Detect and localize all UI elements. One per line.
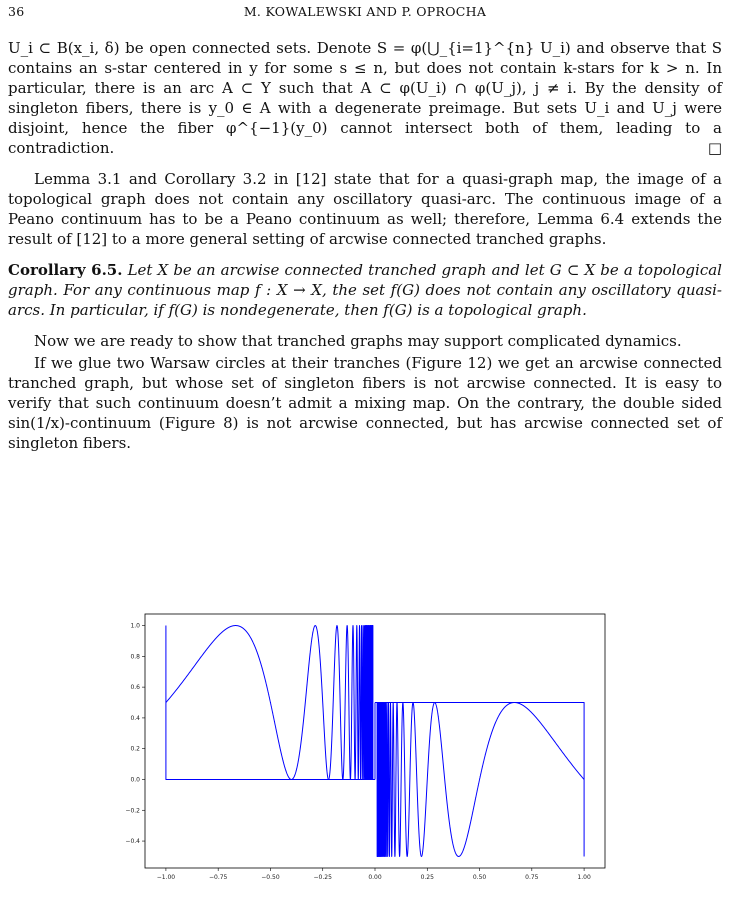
y-tick-label: 0.2: [130, 745, 140, 753]
qed-symbol: □: [707, 139, 722, 157]
y-tick-label: −0.2: [125, 807, 140, 815]
left-sine-curve: [166, 626, 373, 780]
y-tick-label: 0.8: [130, 653, 140, 661]
x-tick-label: 0.00: [368, 874, 382, 881]
remark-paragraph: Lemma 3.1 and Corollary 3.2 in [12] state that for a quasi-graph map, the image of a topological graph does not contain any oscillatory quasi-arc. The continuous image of a Peano continuum has to be a Peano continuum as well; therefore, Lemma 6.4 extends the result of [12] to a more general setting of arcwise connected tranched graphs.: [8, 170, 722, 248]
y-tick-label: 0.0: [130, 776, 140, 784]
running-title: M. KOWALEWSKI AND P. OPROCHA: [243, 4, 487, 19]
x-tick-label: −0.25: [313, 874, 332, 881]
proof-paragraph: [8, 38, 722, 158]
x-axis: [157, 868, 591, 881]
x-tick-label: −0.50: [261, 874, 280, 881]
y-tick-label: −0.4: [125, 838, 140, 846]
body-text: [8, 38, 722, 464]
page-number: 36: [8, 4, 25, 19]
x-tick-label: −0.75: [208, 874, 228, 881]
figure-chart: [115, 604, 615, 890]
x-tick-label: −1.00: [156, 874, 176, 881]
chart-svg: [115, 604, 615, 890]
example-paragraph: If we glue two Warsaw circles at their tranches (Figure 12) we get an arcwise connected tranched graph, but whose set of singleton fibers is not arcwise connected. It is easy to verify that such continuum doesn’t admit a mixing map. On the contrary, the double sided sin(1/x)-continuum (Figure 8) is not arcwise connected, but has arcwise connected set of singleton fibers.: [8, 354, 722, 452]
proof-text: U_i ⊂ B(x_i, δ) be open connected sets. Denote S = φ(⋃_{i=1}^{n} U_i) and observe that S contains an s-star centered in y for some s ≤ n, but does not contain k-stars for k > n. In particular, there is an arc A ⊂ Y such that A ⊂ φ(U_i) ∩ φ(U_j), j ≠ i. By the density of singleton fibers, there is y_0 ∈ A with a degenerate preimage. But sets U_i and U_j were disjoint, hence the fiber φ^{−1}(y_0) cannot intersect both of them, leading to a contradiction.: [8, 39, 722, 157]
y-axis: [125, 623, 145, 846]
x-tick-label: 0.75: [525, 874, 539, 881]
transition-paragraph: Now we are ready to show that tranched graphs may support complicated dynamics.: [34, 332, 682, 350]
corollary: [8, 260, 722, 320]
x-tick-label: 0.50: [472, 874, 487, 881]
page-header: [8, 4, 722, 22]
plot-curves: [166, 626, 584, 857]
x-tick-label: 0.25: [420, 874, 434, 881]
corollary-heading: Corollary 6.5.: [8, 261, 123, 279]
right-sine-curve: [377, 703, 584, 857]
y-tick-label: 1.0: [130, 622, 140, 630]
y-tick-label: 0.4: [130, 714, 140, 722]
corollary-statement: Let X be an arcwise connected tranched graph and let G ⊂ X be a topological graph. For any continuous map f : X → X, the set f(G) does not contain any oscillatory quasi-arcs. In particular, if f(G) is nondegenerate, then f(G) is a topological graph.: [8, 261, 722, 319]
x-tick-label: 1.00: [577, 874, 591, 881]
y-tick-label: 0.6: [130, 684, 140, 692]
